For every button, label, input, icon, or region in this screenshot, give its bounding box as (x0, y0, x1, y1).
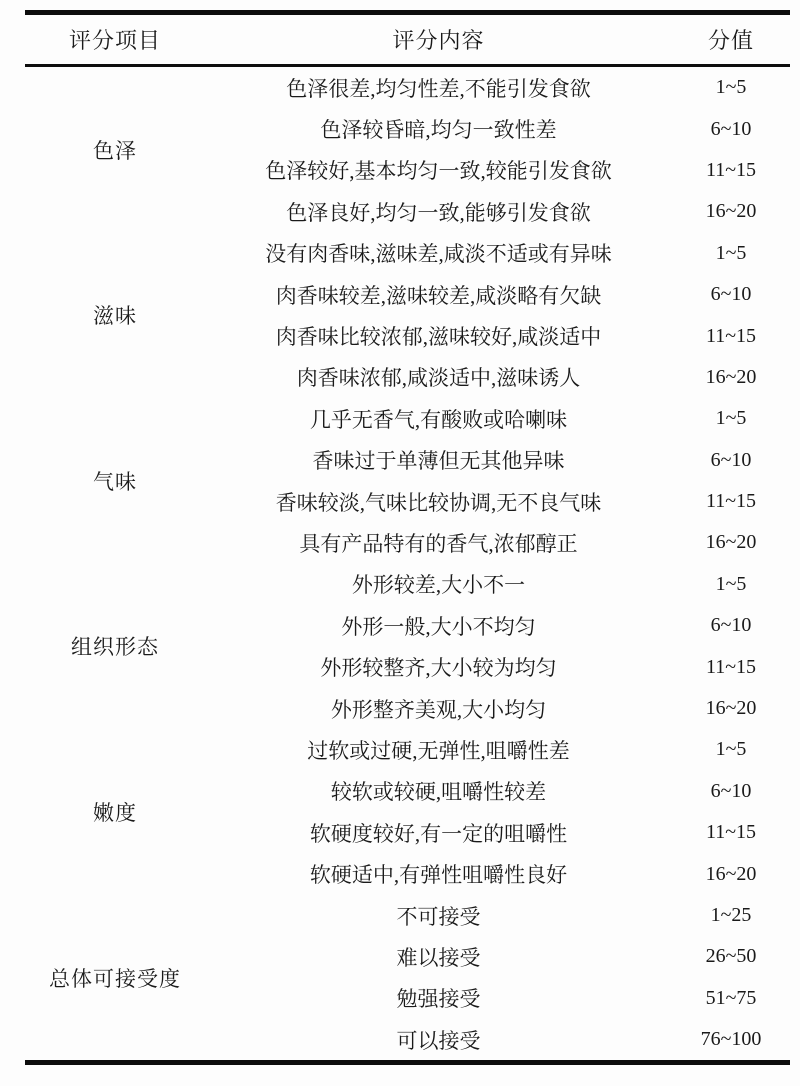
category-cell-nendu: 嫩度 (93, 801, 137, 826)
sensory-rating-table (25, 10, 790, 1065)
content-cell: 几乎无香气,有酸败或哈喇味 (309, 407, 568, 432)
score-cell: 76~100 (700, 1028, 762, 1051)
score-cell: 1~5 (715, 572, 747, 595)
score-cell: 16~20 (705, 200, 757, 223)
content-cell: 难以接受 (396, 945, 481, 970)
table-row (25, 66, 790, 109)
score-cell: 11~15 (705, 158, 757, 181)
score-cell: 1~5 (715, 241, 747, 264)
category-cell-zongtikejieshoudu: 总体可接受度 (49, 966, 181, 991)
table-row (25, 233, 790, 274)
content-cell: 可以接受 (396, 1028, 481, 1053)
score-cell: 6~10 (710, 614, 752, 637)
content-cell: 色泽很差,均匀性差,不能引发食欲 (286, 76, 591, 101)
category-cell-qiwei: 气味 (93, 469, 137, 494)
table-row (25, 729, 790, 770)
content-cell: 色泽较昏暗,均匀一致性差 (320, 118, 557, 143)
content-cell: 外形较差,大小不一 (351, 573, 526, 598)
content-cell: 较软或较硬,咀嚼性较差 (330, 780, 547, 805)
content-cell: 肉香味较差,滋味较差,咸淡略有欠缺 (275, 283, 602, 308)
content-cell: 肉香味浓郁,咸淡适中,滋味诱人 (296, 366, 581, 391)
category-cell-sezé: 色泽 (93, 138, 137, 163)
content-cell: 软硬度较好,有一定的咀嚼性 (309, 821, 568, 846)
content-cell: 勉强接受 (396, 987, 481, 1012)
col-header-content: 评分内容 (205, 13, 672, 66)
category-cell-zuzhixingtai: 组织形态 (71, 635, 159, 660)
content-cell: 色泽良好,均匀一致,能够引发食欲 (286, 200, 591, 225)
score-cell: 1~5 (715, 76, 747, 99)
content-cell: 软硬适中,有弹性咀嚼性良好 (309, 863, 568, 888)
score-cell: 6~10 (710, 283, 752, 306)
content-cell: 具有产品特有的香气,浓郁醇正 (299, 531, 578, 556)
score-cell: 16~20 (705, 531, 757, 554)
score-cell: 1~5 (715, 407, 747, 430)
score-cell: 16~20 (705, 862, 757, 885)
content-cell: 外形较整齐,大小较为均匀 (320, 656, 557, 681)
score-cell: 11~15 (705, 324, 757, 347)
content-cell: 过软或过硬,无弹性,咀嚼性差 (307, 738, 570, 763)
score-cell: 26~50 (705, 945, 757, 968)
score-cell: 16~20 (705, 365, 757, 388)
score-cell: 51~75 (705, 986, 757, 1009)
score-cell: 6~10 (710, 117, 752, 140)
score-cell: 6~10 (710, 448, 752, 471)
header-row (25, 13, 790, 66)
score-cell: 11~15 (705, 821, 757, 844)
table-row (25, 895, 790, 936)
content-cell: 香味较淡,气味比较协调,无不良气味 (275, 490, 602, 515)
col-header-item: 评分项目 (25, 13, 205, 66)
score-cell: 11~15 (705, 490, 757, 513)
col-header-score: 分值 (672, 13, 790, 66)
score-cell: 11~15 (705, 655, 757, 678)
content-cell: 肉香味比较浓郁,滋味较好,咸淡适中 (275, 325, 602, 350)
content-cell: 不可接受 (396, 904, 481, 929)
table-header (25, 13, 790, 66)
content-cell: 色泽较好,基本均匀一致,较能引发食欲 (265, 159, 612, 184)
category-cell-ziwei: 滋味 (93, 304, 137, 329)
content-cell: 外形整齐美观,大小均匀 (330, 697, 547, 722)
table-row (25, 564, 790, 605)
score-cell: 1~5 (715, 738, 747, 761)
content-cell: 没有肉香味,滋味差,咸淡不适或有异味 (265, 242, 612, 267)
content-cell: 外形一般,大小不均匀 (341, 614, 536, 639)
score-cell: 16~20 (705, 697, 757, 720)
table-row (25, 398, 790, 439)
score-cell: 1~25 (710, 904, 752, 926)
score-cell: 6~10 (710, 779, 752, 802)
table-body (25, 66, 790, 1063)
content-cell: 香味过于单薄但无其他异味 (312, 449, 565, 474)
